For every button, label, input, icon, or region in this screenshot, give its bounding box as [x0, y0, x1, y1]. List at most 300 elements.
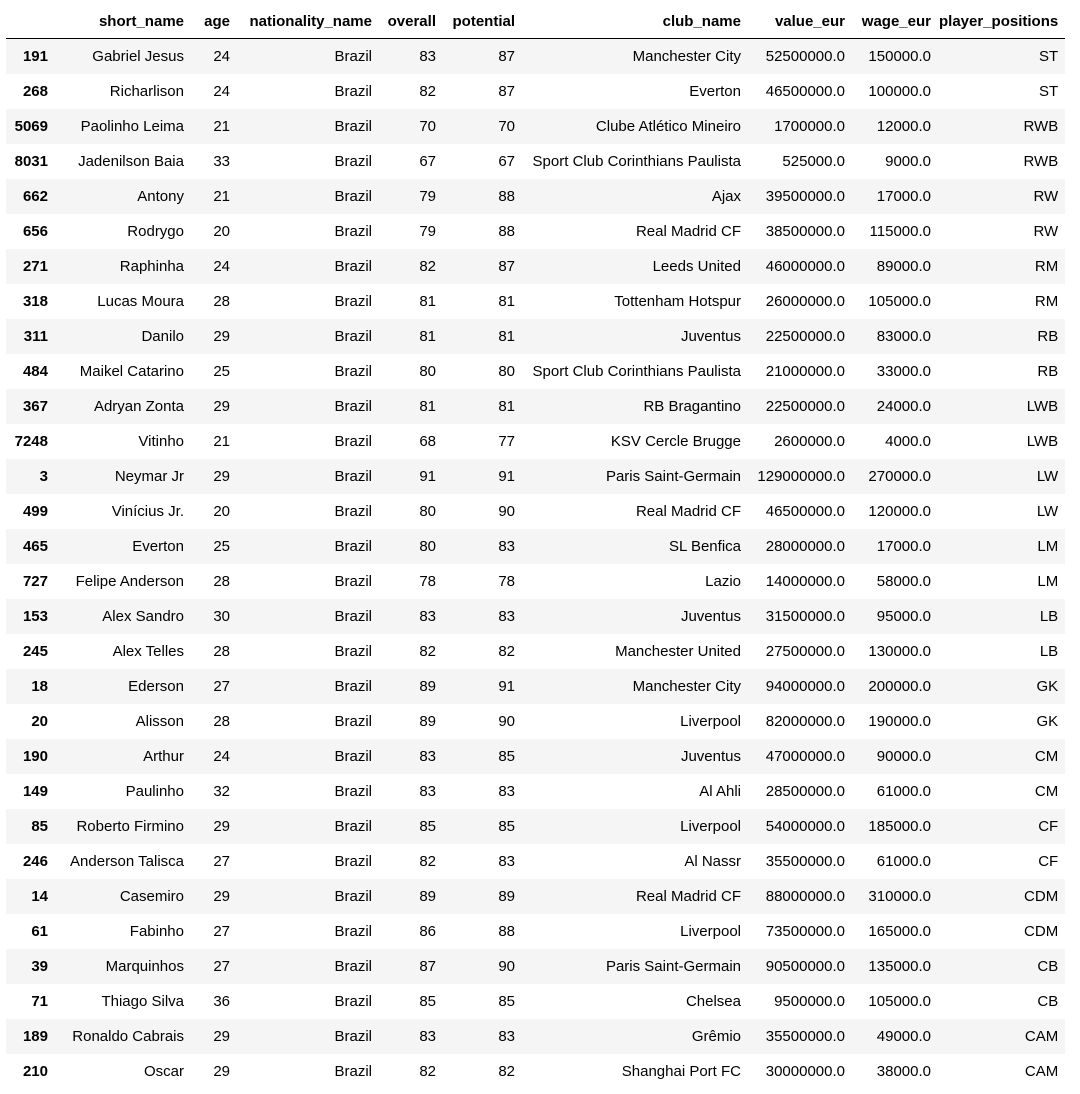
cell-age: 28 [213, 713, 230, 730]
cell-nationality-name: Brazil [334, 678, 372, 695]
cell-wage-eur: 190000.0 [868, 713, 931, 730]
row-index: 85 [31, 818, 48, 835]
cell-nationality-name: Brazil [334, 608, 372, 625]
row-index: 210 [22, 1063, 48, 1080]
row-index: 39 [31, 958, 48, 975]
cell-overall: 85 [419, 993, 436, 1010]
cell-player-positions: RW [1033, 188, 1059, 205]
cell-value-eur: 47000000.0 [765, 748, 845, 765]
cell-club-name: Real Madrid CF [635, 223, 741, 240]
cell-age: 27 [213, 958, 230, 975]
cell-club-name: Manchester United [615, 643, 741, 660]
cell-short-name: Maikel Catarino [79, 363, 184, 380]
cell-potential: 82 [498, 1063, 515, 1080]
table-row [6, 1019, 1065, 1054]
cell-club-name: KSV Cercle Brugge [610, 433, 741, 450]
table-row [6, 424, 1065, 459]
cell-player-positions: CB [1037, 958, 1059, 975]
cell-value-eur: 31500000.0 [765, 608, 845, 625]
cell-short-name: Raphinha [119, 258, 184, 275]
cell-value-eur: 28000000.0 [765, 538, 845, 555]
cell-short-name: Thiago Silva [101, 993, 184, 1010]
table-row [6, 389, 1065, 424]
cell-value-eur: 30000000.0 [765, 1063, 845, 1080]
row-index: 18 [31, 678, 48, 695]
row-index: 311 [23, 328, 48, 345]
cell-age: 25 [213, 538, 230, 555]
cell-nationality-name: Brazil [334, 888, 372, 905]
cell-age: 28 [213, 293, 230, 310]
cell-player-positions: CM [1034, 748, 1059, 765]
cell-value-eur: 26000000.0 [765, 293, 845, 310]
row-index: 5069 [14, 118, 48, 135]
cell-age: 25 [213, 363, 230, 380]
cell-wage-eur: 58000.0 [876, 573, 931, 590]
column-header-nationality-name: nationality_name [238, 4, 380, 39]
row-index: 268 [22, 83, 48, 100]
cell-age: 29 [213, 398, 230, 415]
table-row [6, 529, 1065, 564]
cell-wage-eur: 4000.0 [885, 433, 931, 450]
cell-age: 20 [213, 223, 230, 240]
table-row [6, 459, 1065, 494]
cell-nationality-name: Brazil [334, 573, 372, 590]
cell-club-name: Grêmio [691, 1028, 741, 1045]
cell-age: 27 [213, 678, 230, 695]
cell-overall: 82 [419, 83, 436, 100]
cell-short-name: Ederson [128, 678, 184, 695]
cell-short-name: Alisson [135, 713, 184, 730]
cell-potential: 90 [498, 958, 515, 975]
table-row [6, 494, 1065, 529]
cell-club-name: Liverpool [680, 923, 741, 940]
cell-short-name: Ronaldo Cabrais [72, 1028, 184, 1045]
cell-potential: 88 [498, 223, 515, 240]
cell-overall: 70 [419, 118, 436, 135]
cell-value-eur: 73500000.0 [765, 923, 845, 940]
cell-potential: 81 [498, 328, 515, 345]
cell-nationality-name: Brazil [334, 363, 372, 380]
table-row [6, 704, 1065, 739]
cell-wage-eur: 61000.0 [876, 783, 931, 800]
cell-overall: 87 [419, 958, 436, 975]
cell-overall: 83 [419, 1028, 436, 1045]
cell-overall: 83 [419, 48, 436, 65]
row-index: 662 [22, 188, 48, 205]
table-row [6, 354, 1065, 389]
column-header-player-positions: player_positions [939, 4, 1065, 39]
cell-wage-eur: 61000.0 [876, 853, 931, 870]
cell-potential: 88 [498, 923, 515, 940]
cell-potential: 85 [498, 818, 515, 835]
table-row [6, 669, 1065, 704]
cell-overall: 80 [419, 503, 436, 520]
cell-short-name: Jadenilson Baia [78, 153, 184, 170]
cell-nationality-name: Brazil [334, 433, 372, 450]
cell-wage-eur: 165000.0 [868, 923, 931, 940]
cell-player-positions: CM [1034, 783, 1059, 800]
table-row [6, 879, 1065, 914]
cell-age: 28 [213, 573, 230, 590]
cell-overall: 89 [419, 678, 436, 695]
table-row [6, 319, 1065, 354]
table-row [6, 214, 1065, 249]
cell-wage-eur: 100000.0 [868, 83, 931, 100]
cell-player-positions: CB [1037, 993, 1059, 1010]
row-index: 3 [39, 468, 48, 485]
column-header-age: age [192, 4, 238, 39]
cell-wage-eur: 115000.0 [869, 223, 931, 240]
cell-nationality-name: Brazil [334, 538, 372, 555]
row-index: 189 [22, 1028, 48, 1045]
cell-potential: 81 [498, 398, 515, 415]
cell-player-positions: RWB [1023, 118, 1059, 135]
cell-player-positions: GK [1036, 713, 1059, 730]
cell-value-eur: 14000000.0 [765, 573, 845, 590]
cell-club-name: Manchester City [632, 48, 741, 65]
cell-short-name: Felipe Anderson [75, 573, 184, 590]
table-row [6, 774, 1065, 809]
cell-short-name: Adryan Zonta [93, 398, 184, 415]
cell-wage-eur: 49000.0 [876, 1028, 931, 1045]
cell-value-eur: 35500000.0 [765, 1028, 845, 1045]
cell-overall: 68 [419, 433, 436, 450]
cell-club-name: Sport Club Corinthians Paulista [532, 153, 741, 170]
cell-club-name: Paris Saint-Germain [605, 958, 741, 975]
cell-potential: 67 [498, 153, 515, 170]
cell-short-name: Neymar Jr [114, 468, 184, 485]
cell-potential: 90 [498, 713, 515, 730]
table-row [6, 1054, 1065, 1089]
cell-player-positions: LM [1037, 538, 1059, 555]
cell-nationality-name: Brazil [334, 83, 372, 100]
cell-player-positions: RB [1037, 328, 1059, 345]
cell-short-name: Roberto Firmino [76, 818, 184, 835]
cell-overall: 81 [419, 293, 436, 310]
cell-potential: 91 [498, 468, 515, 485]
cell-short-name: Oscar [143, 1063, 184, 1080]
cell-nationality-name: Brazil [334, 503, 372, 520]
cell-value-eur: 46500000.0 [765, 83, 845, 100]
cell-age: 27 [213, 853, 230, 870]
cell-club-name: Juventus [680, 328, 741, 345]
cell-short-name: Alex Sandro [102, 608, 184, 625]
cell-wage-eur: 95000.0 [876, 608, 931, 625]
table-row [6, 809, 1065, 844]
cell-age: 28 [213, 643, 230, 660]
cell-nationality-name: Brazil [334, 398, 372, 415]
cell-potential: 87 [498, 48, 515, 65]
cell-overall: 82 [419, 853, 436, 870]
cell-club-name: RB Bragantino [643, 398, 741, 415]
cell-overall: 79 [419, 188, 436, 205]
table-row [6, 284, 1065, 319]
cell-age: 20 [213, 503, 230, 520]
cell-wage-eur: 9000.0 [885, 153, 931, 170]
cell-short-name: Paolinho Leima [80, 118, 184, 135]
cell-age: 24 [213, 83, 230, 100]
cell-overall: 85 [419, 818, 436, 835]
cell-age: 29 [213, 328, 230, 345]
cell-nationality-name: Brazil [334, 223, 372, 240]
table-row [6, 179, 1065, 214]
cell-overall: 67 [419, 153, 436, 170]
cell-overall: 80 [419, 363, 436, 380]
cell-player-positions: LM [1037, 573, 1059, 590]
cell-player-positions: CDM [1024, 923, 1059, 940]
cell-club-name: Manchester City [632, 678, 741, 695]
players-table [6, 4, 1065, 1089]
cell-player-positions: RW [1033, 223, 1059, 240]
row-index: 318 [22, 293, 48, 310]
cell-player-positions: ST [1039, 48, 1059, 65]
cell-potential: 89 [498, 888, 515, 905]
column-header-overall: overall [380, 4, 444, 39]
cell-club-name: Leeds United [652, 258, 741, 275]
row-index: 153 [22, 608, 48, 625]
table-row [6, 249, 1065, 284]
cell-club-name: Real Madrid CF [635, 888, 741, 905]
cell-potential: 80 [498, 363, 515, 380]
row-index: 271 [22, 258, 48, 275]
cell-wage-eur: 105000.0 [868, 293, 931, 310]
header-row [6, 4, 1065, 39]
cell-nationality-name: Brazil [334, 993, 372, 1010]
cell-value-eur: 88000000.0 [765, 888, 845, 905]
cell-player-positions: LWB [1026, 398, 1059, 415]
cell-player-positions: LB [1039, 608, 1059, 625]
cell-potential: 88 [498, 188, 515, 205]
cell-wage-eur: 185000.0 [868, 818, 931, 835]
row-index: 14 [31, 888, 48, 905]
cell-potential: 77 [498, 433, 515, 450]
cell-overall: 81 [419, 328, 436, 345]
cell-nationality-name: Brazil [334, 713, 372, 730]
column-header-potential: potential [444, 4, 523, 39]
cell-club-name: Ajax [711, 188, 741, 205]
cell-player-positions: GK [1036, 678, 1059, 695]
cell-value-eur: 94000000.0 [765, 678, 845, 695]
cell-value-eur: 90500000.0 [765, 958, 845, 975]
row-index: 656 [22, 223, 48, 240]
cell-wage-eur: 17000.0 [876, 538, 931, 555]
cell-age: 36 [213, 993, 230, 1010]
cell-value-eur: 22500000.0 [765, 398, 845, 415]
row-index: 191 [22, 48, 48, 65]
cell-nationality-name: Brazil [334, 258, 372, 275]
cell-age: 27 [213, 923, 230, 940]
row-index: 465 [22, 538, 48, 555]
cell-potential: 78 [498, 573, 515, 590]
cell-value-eur: 21000000.0 [765, 363, 845, 380]
cell-wage-eur: 33000.0 [876, 363, 931, 380]
cell-overall: 91 [419, 468, 436, 485]
cell-potential: 83 [498, 1028, 515, 1045]
cell-player-positions: LW [1036, 468, 1059, 485]
cell-wage-eur: 135000.0 [868, 958, 931, 975]
cell-player-positions: LB [1039, 643, 1059, 660]
cell-value-eur: 38500000.0 [765, 223, 845, 240]
cell-club-name: Lazio [705, 573, 741, 590]
cell-overall: 79 [419, 223, 436, 240]
cell-club-name: Liverpool [680, 713, 741, 730]
cell-player-positions: ST [1039, 83, 1059, 100]
table-row [6, 739, 1065, 774]
cell-value-eur: 28500000.0 [765, 783, 845, 800]
cell-value-eur: 9500000.0 [774, 993, 845, 1010]
cell-nationality-name: Brazil [334, 1063, 372, 1080]
cell-club-name: Real Madrid CF [635, 503, 741, 520]
cell-club-name: Everton [689, 83, 741, 100]
table-row [6, 564, 1065, 599]
table-row [6, 634, 1065, 669]
cell-value-eur: 39500000.0 [765, 188, 845, 205]
cell-age: 24 [213, 748, 230, 765]
cell-nationality-name: Brazil [334, 818, 372, 835]
cell-short-name: Fabinho [129, 923, 184, 940]
cell-player-positions: RM [1034, 258, 1059, 275]
cell-age: 33 [213, 153, 230, 170]
table-row [6, 984, 1065, 1019]
cell-club-name: Juventus [680, 748, 741, 765]
cell-short-name: Vitinho [138, 433, 184, 450]
cell-overall: 82 [419, 1063, 436, 1080]
cell-nationality-name: Brazil [334, 853, 372, 870]
column-header-value-eur: value_eur [749, 4, 853, 39]
cell-nationality-name: Brazil [334, 1028, 372, 1045]
cell-club-name: Clube Atlético Mineiro [595, 118, 741, 135]
cell-short-name: Richarlison [109, 83, 184, 100]
cell-value-eur: 46000000.0 [765, 258, 845, 275]
cell-age: 32 [213, 783, 230, 800]
cell-player-positions: CAM [1024, 1028, 1059, 1045]
cell-club-name: Chelsea [685, 993, 741, 1010]
cell-club-name: Liverpool [680, 818, 741, 835]
cell-overall: 86 [419, 923, 436, 940]
cell-club-name: Paris Saint-Germain [605, 468, 741, 485]
cell-player-positions: RM [1034, 293, 1059, 310]
table-row [6, 949, 1065, 984]
cell-short-name: Casemiro [119, 888, 184, 905]
cell-wage-eur: 310000.0 [868, 888, 931, 905]
cell-age: 24 [213, 258, 230, 275]
table-row [6, 914, 1065, 949]
cell-nationality-name: Brazil [334, 328, 372, 345]
cell-overall: 81 [419, 398, 436, 415]
cell-player-positions: CF [1038, 818, 1059, 835]
cell-age: 24 [213, 48, 230, 65]
cell-wage-eur: 200000.0 [868, 678, 931, 695]
cell-club-name: Shanghai Port FC [621, 1063, 741, 1080]
cell-club-name: Tottenham Hotspur [614, 293, 741, 310]
cell-value-eur: 1700000.0 [774, 118, 845, 135]
cell-club-name: SL Benfica [669, 538, 741, 555]
row-index: 245 [22, 643, 48, 660]
cell-wage-eur: 130000.0 [868, 643, 931, 660]
cell-nationality-name: Brazil [334, 958, 372, 975]
table-row [6, 39, 1065, 75]
row-index: 499 [22, 503, 48, 520]
index-header [6, 4, 56, 39]
cell-player-positions: RB [1037, 363, 1059, 380]
column-header-wage-eur: wage_eur [853, 4, 939, 39]
cell-overall: 82 [419, 258, 436, 275]
cell-age: 29 [213, 1028, 230, 1045]
cell-potential: 87 [498, 83, 515, 100]
cell-player-positions: LW [1036, 503, 1059, 520]
cell-nationality-name: Brazil [334, 48, 372, 65]
cell-short-name: Rodrygo [127, 223, 184, 240]
cell-player-positions: RWB [1023, 153, 1059, 170]
table-row [6, 844, 1065, 879]
cell-wage-eur: 105000.0 [868, 993, 931, 1010]
cell-overall: 83 [419, 608, 436, 625]
column-header-club-name: club_name [523, 4, 749, 39]
cell-short-name: Anderson Talisca [70, 853, 184, 870]
row-index: 7248 [14, 433, 48, 450]
cell-short-name: Vinícius Jr. [111, 503, 184, 520]
cell-nationality-name: Brazil [334, 643, 372, 660]
cell-short-name: Arthur [143, 748, 184, 765]
cell-value-eur: 52500000.0 [765, 48, 845, 65]
row-index: 190 [22, 748, 48, 765]
cell-value-eur: 46500000.0 [765, 503, 845, 520]
column-header-short-name: short_name [56, 4, 192, 39]
cell-value-eur: 82000000.0 [765, 713, 845, 730]
cell-wage-eur: 83000.0 [876, 328, 931, 345]
cell-age: 29 [213, 888, 230, 905]
cell-overall: 80 [419, 538, 436, 555]
cell-value-eur: 525000.0 [782, 153, 845, 170]
cell-age: 29 [213, 818, 230, 835]
row-index: 71 [31, 993, 48, 1010]
cell-potential: 83 [498, 538, 515, 555]
cell-wage-eur: 38000.0 [876, 1063, 931, 1080]
cell-wage-eur: 150000.0 [868, 48, 931, 65]
cell-potential: 83 [498, 608, 515, 625]
cell-age: 29 [213, 468, 230, 485]
cell-potential: 85 [498, 748, 515, 765]
cell-short-name: Paulinho [125, 783, 184, 800]
cell-short-name: Marquinhos [105, 958, 184, 975]
cell-wage-eur: 120000.0 [868, 503, 931, 520]
table-row [6, 109, 1065, 144]
cell-age: 21 [213, 118, 230, 135]
cell-short-name: Danilo [141, 328, 184, 345]
cell-value-eur: 129000000.0 [757, 468, 845, 485]
table-header [6, 4, 1065, 39]
cell-overall: 82 [419, 643, 436, 660]
cell-value-eur: 54000000.0 [765, 818, 845, 835]
cell-nationality-name: Brazil [334, 188, 372, 205]
table-row [6, 144, 1065, 179]
table-row [6, 74, 1065, 109]
cell-nationality-name: Brazil [334, 293, 372, 310]
row-index: 149 [22, 783, 48, 800]
cell-potential: 81 [498, 293, 515, 310]
cell-potential: 85 [498, 993, 515, 1010]
cell-value-eur: 27500000.0 [765, 643, 845, 660]
cell-nationality-name: Brazil [334, 783, 372, 800]
cell-potential: 91 [498, 678, 515, 695]
cell-potential: 90 [498, 503, 515, 520]
cell-wage-eur: 24000.0 [876, 398, 931, 415]
cell-wage-eur: 89000.0 [876, 258, 931, 275]
cell-club-name: Juventus [680, 608, 741, 625]
cell-wage-eur: 90000.0 [876, 748, 931, 765]
cell-nationality-name: Brazil [334, 118, 372, 135]
cell-short-name: Lucas Moura [97, 293, 184, 310]
